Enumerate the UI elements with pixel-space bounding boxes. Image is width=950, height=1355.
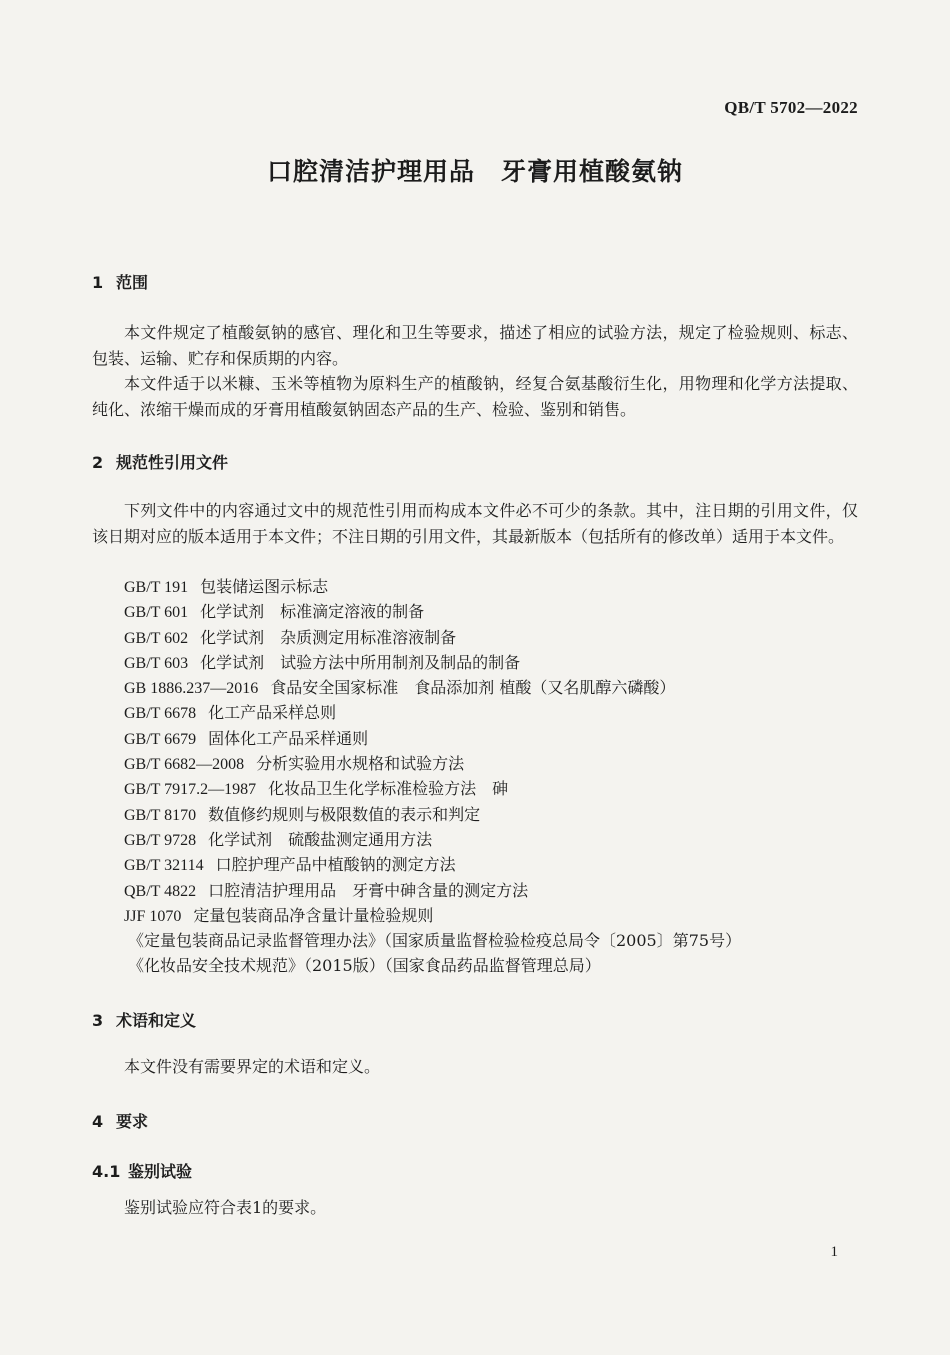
section-number: 4	[92, 1112, 104, 1131]
reference-item: GB/T 9728 化学试剂 硫酸盐测定通用方法	[124, 829, 433, 849]
section-heading-identification-test	[92, 1159, 192, 1182]
reference-item: GB/T 602 化学试剂 杂质测定用标准溶液制备	[124, 627, 457, 647]
section-number: 4.1	[92, 1162, 121, 1181]
section-heading-requirements	[92, 1109, 148, 1132]
identification-paragraph: 鉴别试验应符合表1的要求。	[124, 1198, 327, 1217]
section-title: 规范性引用文件	[116, 453, 229, 472]
section-number: 3	[92, 1011, 104, 1030]
terms-paragraph: 本文件没有需要界定的术语和定义。	[124, 1057, 381, 1076]
section-title: 要求	[116, 1112, 149, 1131]
reference-item: GB/T 8170 数值修约规则与极限数值的表示和判定	[124, 804, 481, 824]
reference-item: JJF 1070 定量包装商品净含量计量检验规则	[124, 905, 434, 925]
section-heading-terms	[92, 1008, 196, 1031]
section-heading-scope	[92, 270, 148, 293]
reference-list	[124, 574, 854, 979]
section-heading-normative-references	[92, 450, 228, 473]
section-number: 2	[92, 453, 104, 472]
reference-item: GB 1886.237—2016 食品安全国家标准 食品添加剂 植酸（又名肌醇六磷酸）	[124, 678, 676, 698]
reference-item: GB/T 601 化学试剂 标准滴定溶液的制备	[124, 602, 425, 622]
reference-item: GB/T 6678 化工产品采样总则	[124, 703, 337, 723]
reference-item: GB/T 603 化学试剂 试验方法中所用制剂及制品的制备	[124, 652, 521, 672]
document-title: 口腔清洁护理用品 牙膏用植酸氨钠	[266, 157, 683, 186]
reference-item: QB/T 4822 口腔清洁护理用品 牙膏中砷含量的测定方法	[124, 880, 529, 900]
reference-item: GB/T 32114 口腔护理产品中植酸钠的测定方法	[124, 855, 456, 875]
reference-item: GB/T 6679 固体化工产品采样通则	[124, 728, 369, 748]
section-title: 鉴别试验	[128, 1162, 193, 1181]
reference-item: 《化妆品安全技术规范》（2015版）（国家食品药品监督管理总局）	[128, 956, 601, 976]
standard-code: QB/T 5702—2022	[724, 98, 858, 117]
reference-item: GB/T 191 包装储运图示标志	[124, 577, 329, 596]
reference-item: GB/T 7917.2—1987 化妆品卫生化学标准检验方法 砷	[124, 779, 509, 799]
scope-paragraph-1: 本文件规定了植酸氨钠的感官、理化和卫生等要求，描述了相应的试验方法，规定了检验规则、标志、包装、运输、贮存和保质期的内容。	[92, 323, 858, 368]
section-number: 1	[92, 273, 104, 292]
reference-item: 《定量包装商品记录监督管理办法》（国家质量监督检验检疫总局令〔2005〕第75号）	[128, 931, 742, 951]
section-title: 范围	[116, 273, 149, 292]
scope-paragraph-2: 本文件适于以米糠、玉米等植物为原料生产的植酸钠，经复合氨基酸衍生化，用物理和化学方法提取、纯化、浓缩干燥而成的牙膏用植酸氨钠固态产品的生产、检验、鉴别和销售。	[92, 374, 858, 419]
page-number: 1	[830, 1244, 838, 1260]
reference-item: GB/T 6682—2008 分析实验用水规格和试验方法	[124, 754, 465, 774]
references-intro-paragraph: 下列文件中的内容通过文中的规范性引用而构成本文件必不可少的条款。其中，注日期的引用文件，仅该日期对应的版本适用于本文件；不注日期的引用文件，其最新版本（包括所有的修改单）适用于本文件。	[92, 501, 858, 546]
section-title: 术语和定义	[116, 1011, 197, 1030]
